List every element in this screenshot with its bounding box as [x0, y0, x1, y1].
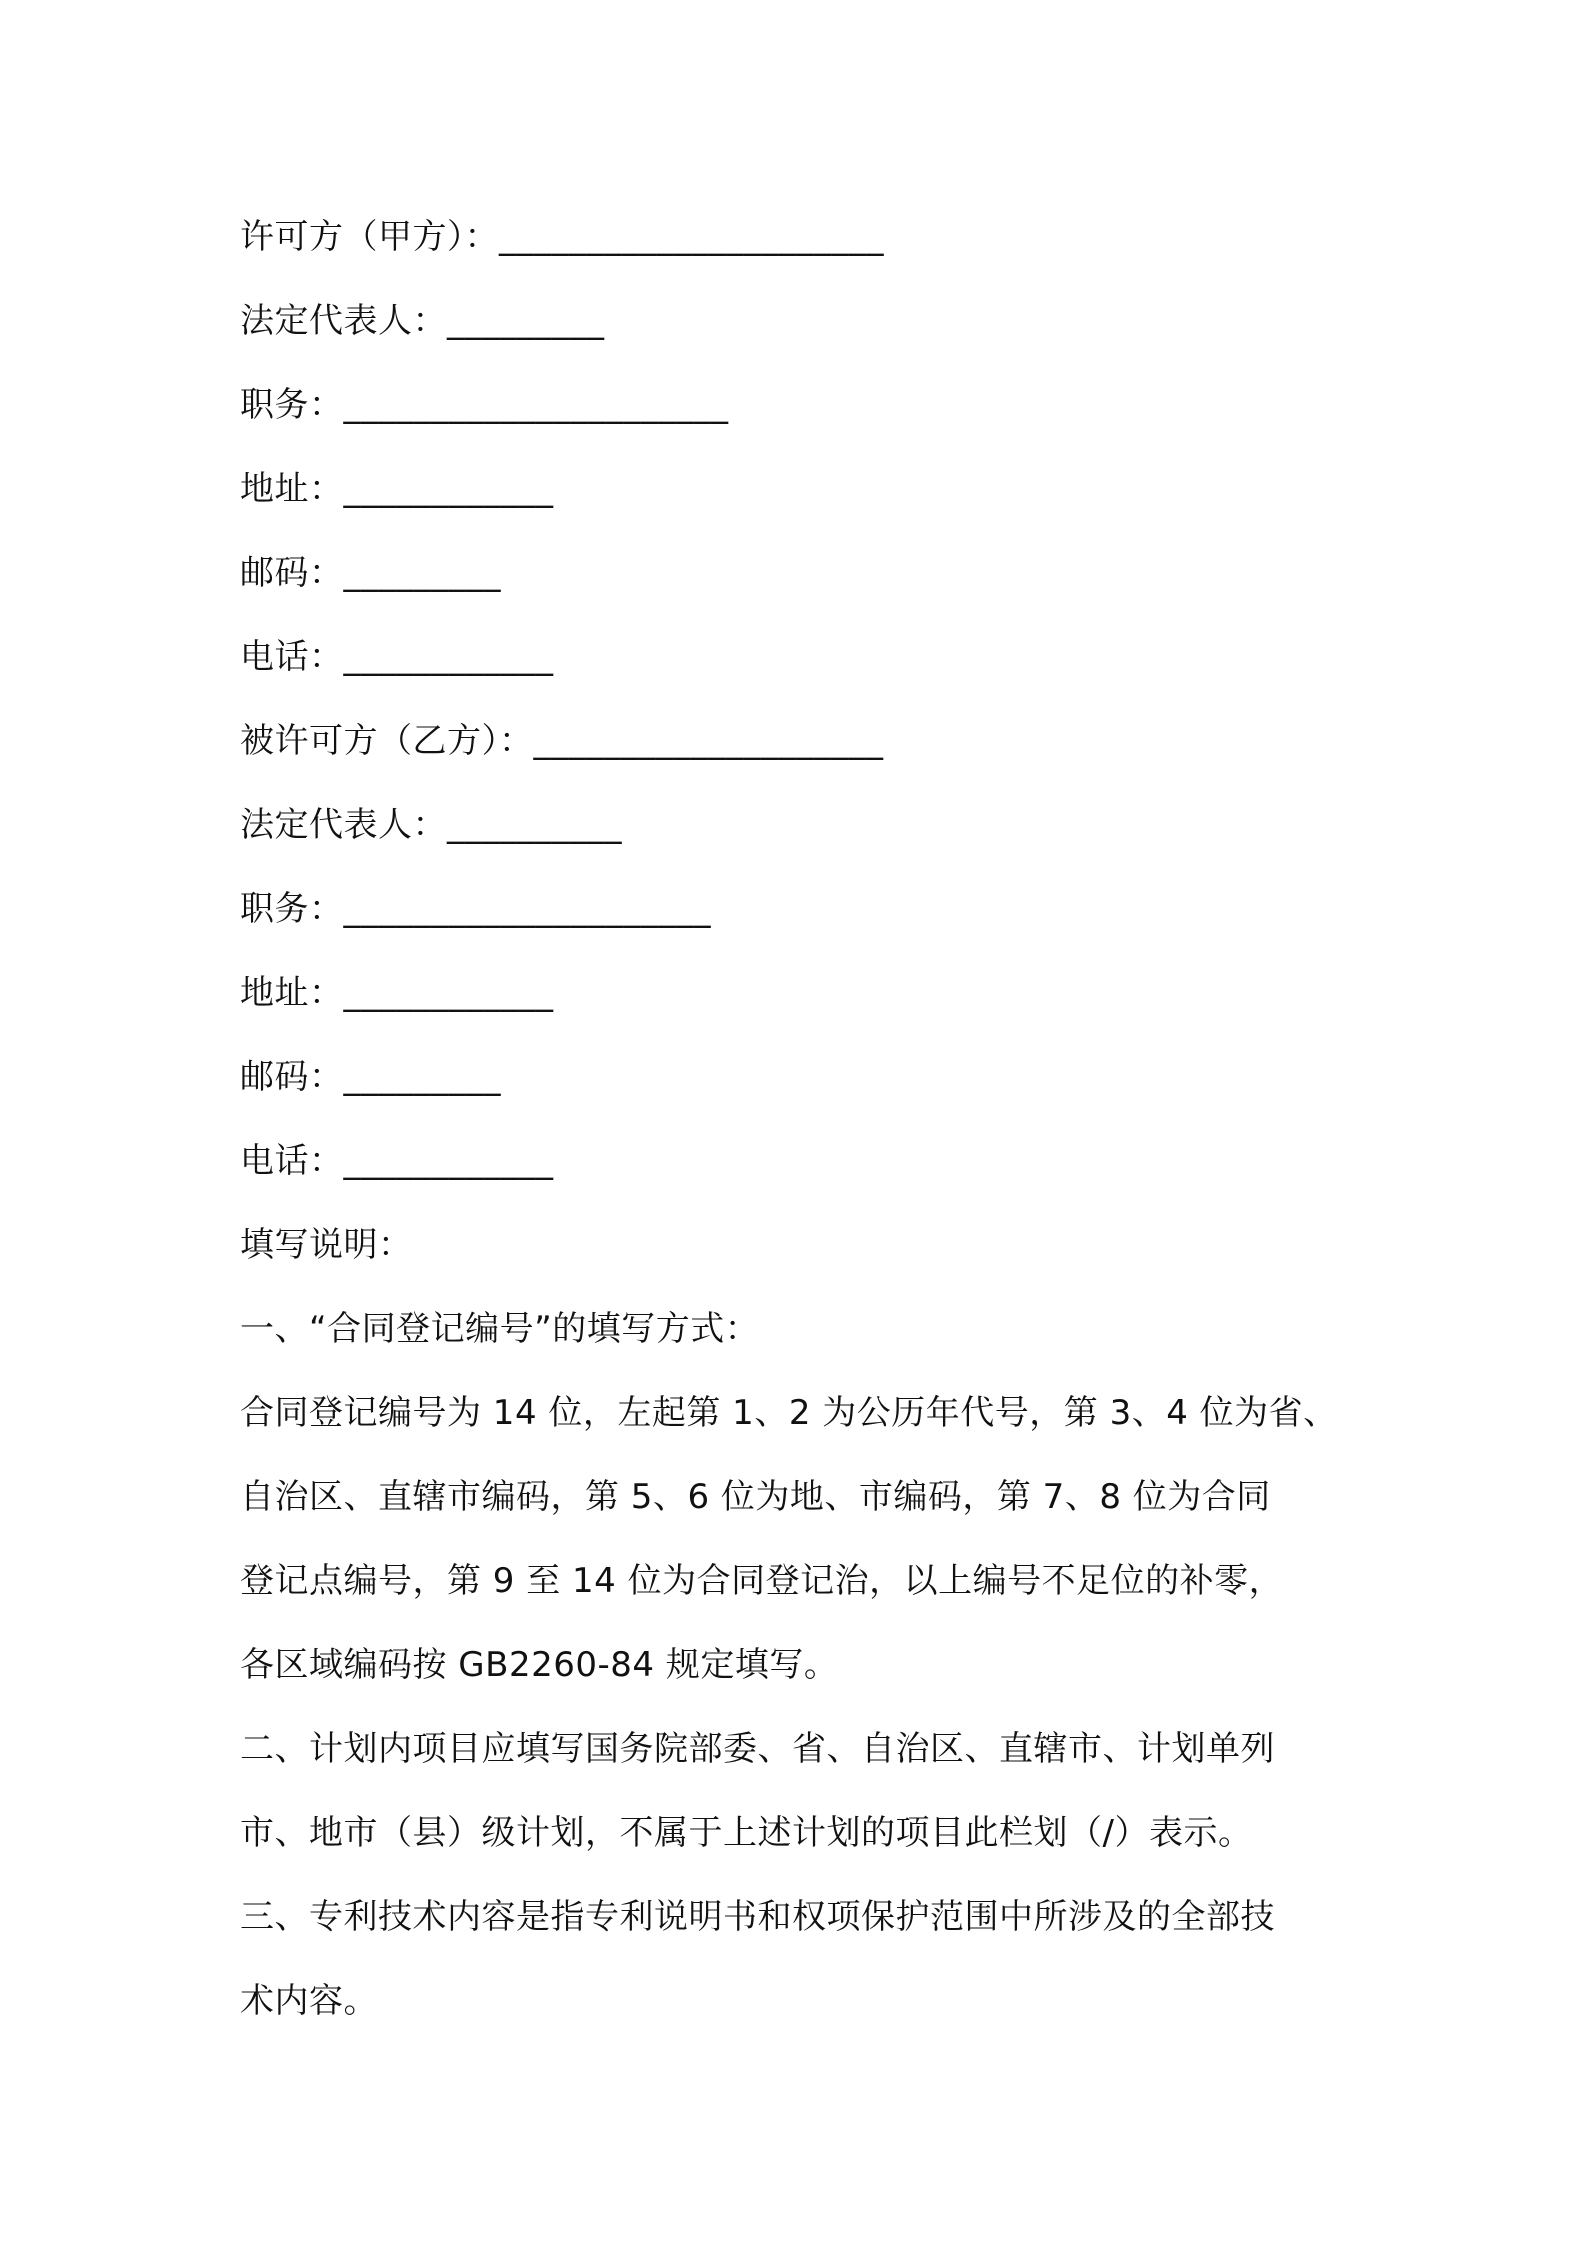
instruction-1-body	[240, 1371, 1360, 1707]
instruction-1-heading: 一、“合同登记编号”的填写方式：	[240, 1309, 760, 1349]
instruction-2-line: 市、地市（县）级计划，不属于上述计划的项目此栏划（/）表示。	[240, 1813, 1253, 1853]
party-a-address: 地址：____________	[240, 469, 554, 509]
instruction-3-line: 术内容。	[240, 1981, 378, 2021]
document-page	[240, 195, 1360, 2043]
party-a-position: 职务：______________________	[240, 385, 729, 425]
instruction-1-line: 各区域编码按 GB2260-84 规定填写。	[240, 1645, 839, 1685]
instruction-2-line: 二、计划内项目应填写国务院部委、省、自治区、直辖市、计划单列	[240, 1729, 1275, 1769]
instructions-heading: 填写说明：	[240, 1225, 413, 1265]
instruction-3-body	[240, 1875, 1360, 2043]
party-a-legal-rep: 法定代表人：_________	[240, 301, 605, 341]
party-a-postcode: 邮码：_________	[240, 553, 501, 593]
instruction-1-line: 合同登记编号为 14 位，左起第 1、2 为公历年代号，第 3、4 位为省、	[240, 1393, 1338, 1433]
party-b-postcode: 邮码：_________	[240, 1057, 501, 1097]
instruction-2-body	[240, 1707, 1360, 1875]
party-b-title: 被许可方（乙方）：____________________	[240, 721, 884, 761]
instruction-1-line: 自治区、直辖市编码，第 5、6 位为地、市编码，第 7、8 位为合同	[240, 1477, 1271, 1517]
instruction-3-line: 三、专利技术内容是指专利说明书和权项保护范围中所涉及的全部技	[240, 1897, 1275, 1937]
party-b-phone: 电话：____________	[240, 1141, 554, 1181]
party-b-address: 地址：____________	[240, 973, 554, 1013]
party-a-phone: 电话：____________	[240, 637, 554, 677]
instruction-1-line: 登记点编号，第 9 至 14 位为合同登记治，以上编号不足位的补零，	[240, 1561, 1284, 1601]
party-b-legal-rep: 法定代表人：__________	[240, 805, 622, 845]
party-b-position: 职务：_____________________	[240, 889, 711, 929]
party-a-title: 许可方（甲方）：______________________	[240, 217, 884, 257]
